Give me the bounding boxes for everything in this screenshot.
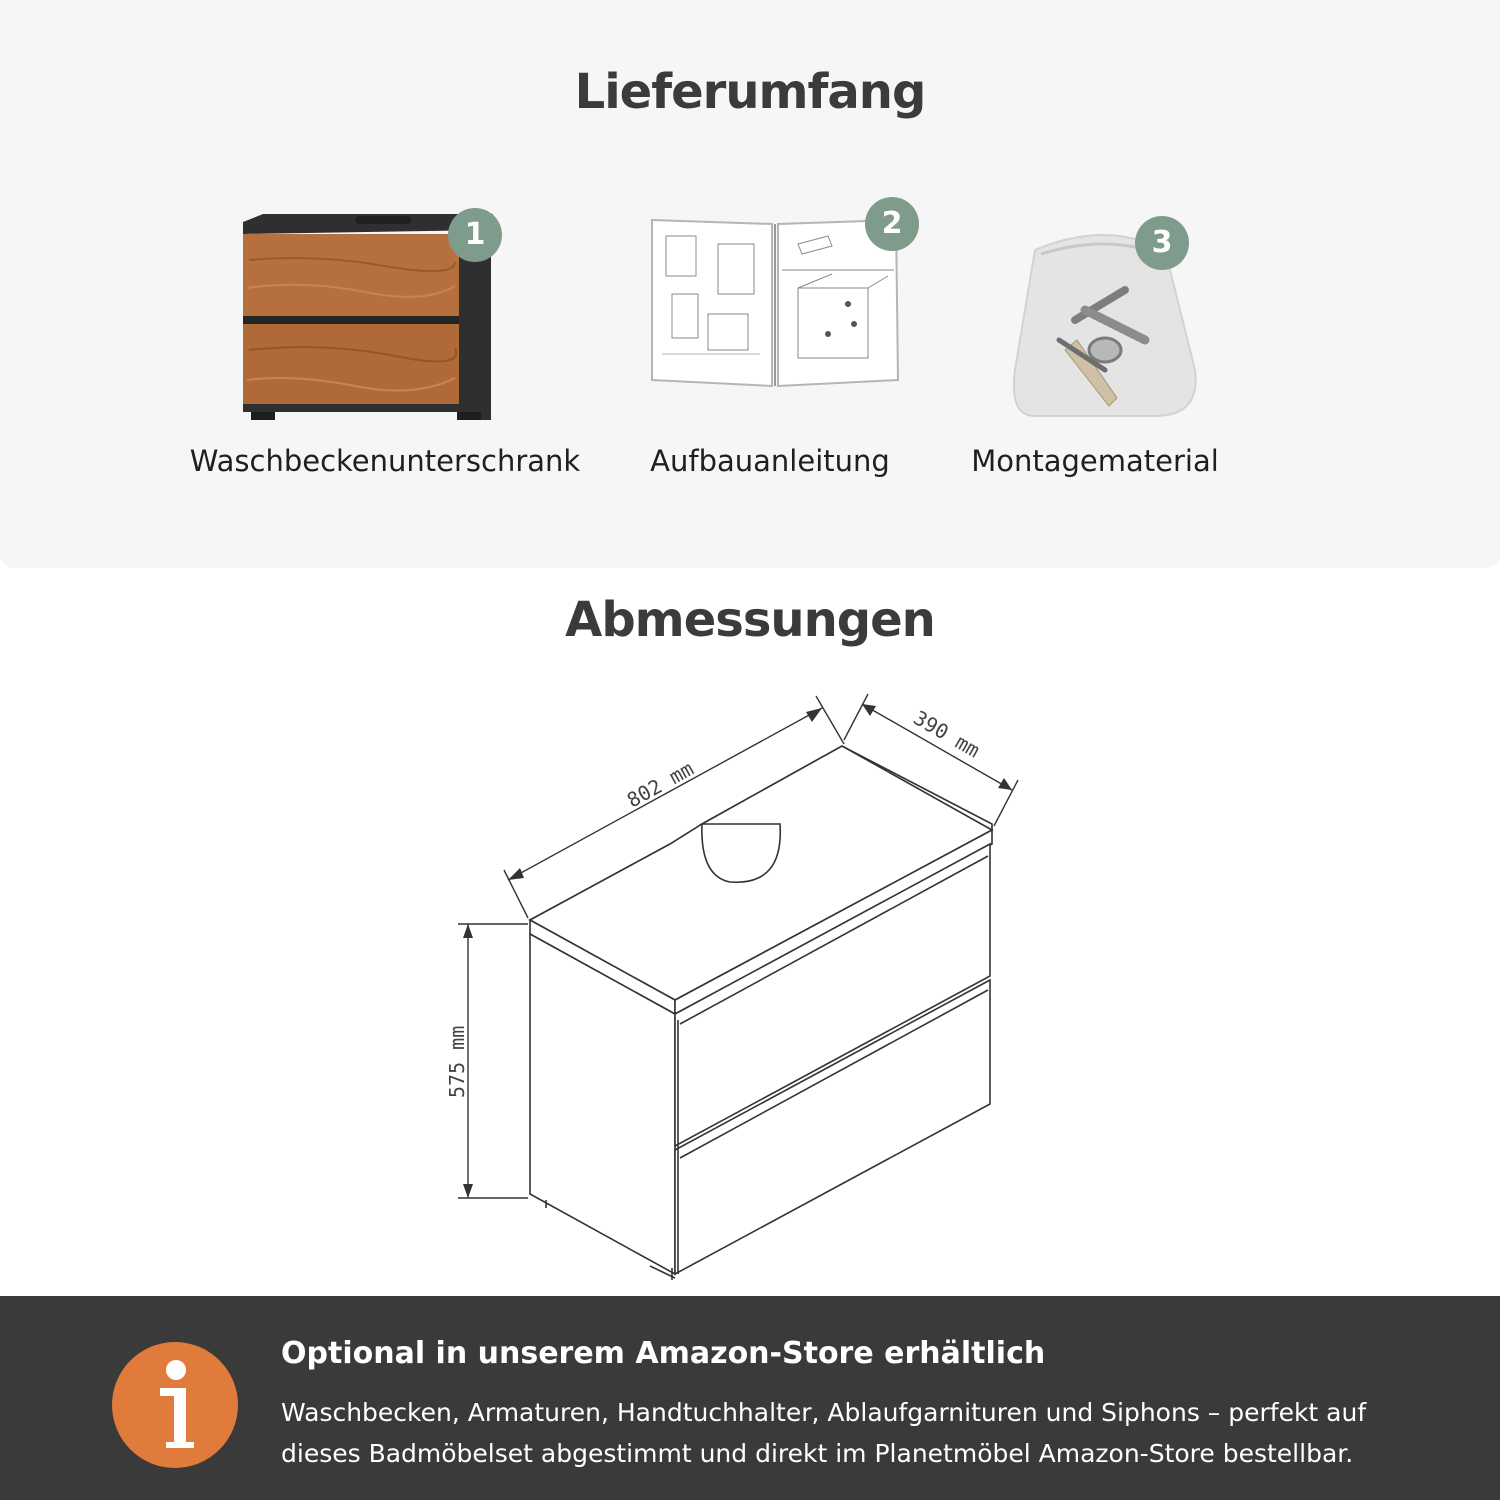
info-icon bbox=[112, 1342, 238, 1468]
dim-height-label: 575 mm bbox=[445, 1025, 469, 1098]
delivery-title: Lieferumfang bbox=[574, 64, 926, 120]
badge-3: 3 bbox=[1135, 216, 1189, 270]
badge-2: 2 bbox=[865, 197, 919, 251]
dimensions-title: Abmessungen bbox=[565, 592, 935, 648]
info-banner bbox=[0, 1296, 1500, 1500]
delivery-item-hardware bbox=[885, 200, 1305, 500]
delivery-section bbox=[0, 0, 1500, 568]
info-text: Waschbecken, Armaturen, Handtuchhalter, Ablaufgarnituren und Siphons – perfekt auf dieses Badmöbelset abgestimmt und direkt im Planetmöbel Amazon-Store bestellbar. bbox=[281, 1398, 1367, 1468]
dimension-drawing bbox=[400, 680, 1100, 1290]
dim-width-label: 802 mm bbox=[622, 756, 698, 813]
label-cabinet: Waschbeckenunterschrank bbox=[189, 444, 581, 478]
delivery-item-cabinet bbox=[175, 200, 595, 500]
dim-depth-label: 390 mm bbox=[909, 705, 985, 763]
label-hardware: Montagematerial bbox=[971, 444, 1219, 478]
manual-icon bbox=[648, 214, 908, 394]
badge-1: 1 bbox=[448, 208, 502, 262]
info-title: Optional in unserem Amazon-Store erhältlich bbox=[281, 1336, 1046, 1371]
label-manual: Aufbauanleitung bbox=[650, 444, 890, 478]
